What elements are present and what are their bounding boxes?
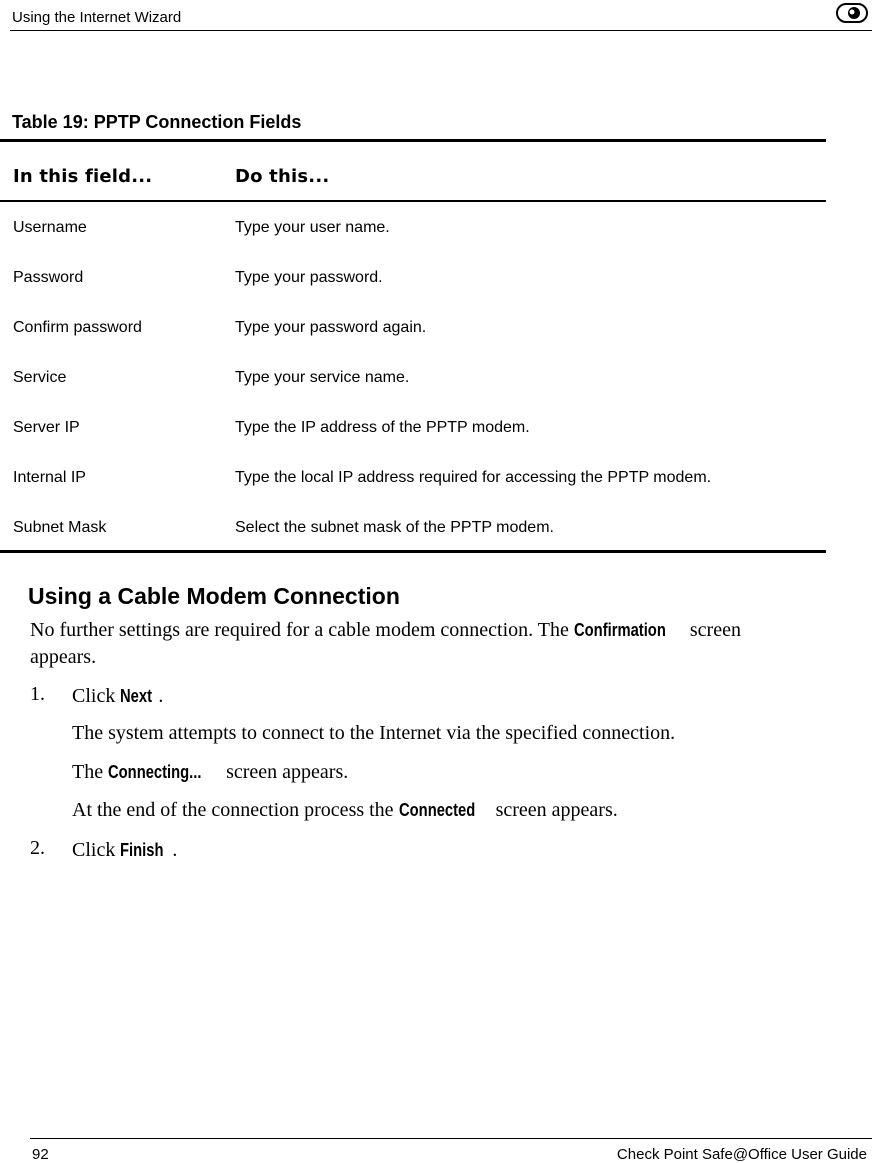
intro-text: screen bbox=[684, 619, 741, 641]
step-text: . bbox=[172, 839, 178, 861]
field-name: Username bbox=[13, 219, 87, 236]
note-text: screen appears. bbox=[221, 761, 349, 783]
field-action: Select the subnet mask of the PPTP modem. bbox=[235, 519, 554, 536]
table-header-rule bbox=[0, 200, 826, 202]
field-action: Type the IP address of the PPTP modem. bbox=[235, 419, 530, 436]
intro-text: appears. bbox=[30, 646, 97, 668]
table-header-action: Do this... bbox=[235, 166, 330, 187]
note-text: At the end of the connection process the bbox=[72, 799, 399, 821]
field-name: Service bbox=[13, 369, 67, 386]
step-text: Click bbox=[72, 685, 121, 707]
note-text: The bbox=[72, 761, 109, 783]
step-note bbox=[72, 759, 348, 786]
field-action: Type your user name. bbox=[235, 219, 390, 236]
step-instruction bbox=[72, 837, 177, 864]
ui-term-finish: Finish bbox=[120, 840, 164, 860]
header-rule bbox=[10, 30, 872, 31]
running-header-title: Using the Internet Wizard bbox=[12, 9, 182, 26]
step-note bbox=[72, 797, 618, 824]
page-number: 92 bbox=[32, 1146, 49, 1163]
field-name: Internal IP bbox=[13, 469, 86, 486]
section-heading: Using a Cable Modem Connection bbox=[28, 583, 400, 609]
step-number: 1. bbox=[30, 683, 45, 705]
footer-rule bbox=[30, 1138, 872, 1139]
table-top-rule bbox=[0, 139, 826, 142]
field-action: Type your password again. bbox=[235, 319, 427, 336]
field-name: Server IP bbox=[13, 419, 80, 436]
table-caption: Table 19: PPTP Connection Fields bbox=[12, 112, 302, 132]
ui-term-confirmation: Confirmation bbox=[573, 620, 666, 640]
intro-paragraph bbox=[30, 617, 741, 671]
intro-text: No further settings are required for a cable modem connection. The bbox=[30, 619, 574, 641]
note-text: screen appears. bbox=[490, 799, 618, 821]
field-name: Subnet Mask bbox=[13, 519, 107, 536]
check-point-logo-icon bbox=[836, 3, 868, 23]
step-instruction bbox=[72, 683, 163, 710]
table-bottom-rule bbox=[0, 550, 826, 553]
step-text: . bbox=[158, 685, 164, 707]
table-header-field: In this field... bbox=[13, 166, 153, 187]
field-action: Type your service name. bbox=[235, 369, 410, 386]
step-note bbox=[72, 720, 675, 747]
step-number: 2. bbox=[30, 837, 45, 859]
ui-term-next: Next bbox=[120, 686, 153, 706]
field-action: Type the local IP address required for accessing the PPTP modem. bbox=[235, 469, 712, 486]
field-name: Password bbox=[13, 269, 84, 286]
step-text: Click bbox=[72, 839, 121, 861]
guide-title: Check Point Safe@Office User Guide bbox=[616, 1146, 867, 1163]
field-name: Confirm password bbox=[13, 319, 142, 336]
note-text: The system attempts to connect to the Internet via the specified connection. bbox=[72, 722, 676, 744]
field-action: Type your password. bbox=[235, 269, 383, 286]
ui-term-connecting: Connecting... bbox=[108, 762, 202, 782]
ui-term-connected: Connected bbox=[398, 800, 475, 820]
